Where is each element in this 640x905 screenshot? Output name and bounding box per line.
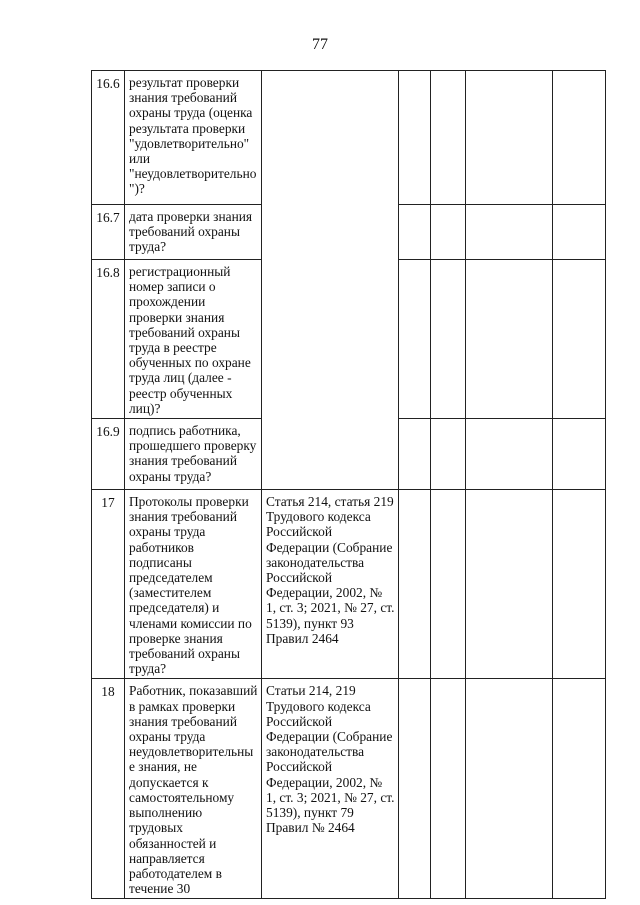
note-cell: [553, 205, 606, 260]
answer-yes-cell: [399, 419, 431, 490]
note-cell: [553, 419, 606, 490]
table-row: [92, 490, 606, 679]
answer-not-applicable-cell: [466, 205, 553, 260]
answer-yes-cell: [399, 490, 431, 679]
answer-no-cell: [431, 260, 466, 419]
answer-no-cell: [431, 71, 466, 205]
question-text: регистрационный номер записи о прохождении проверки знания требований охраны труда в реестре обученных по охране труда лиц (далее - реестр обученных лиц)?: [125, 260, 262, 419]
row-number: 16.7: [92, 205, 125, 260]
answer-no-cell: [431, 679, 466, 899]
answer-yes-cell: [399, 679, 431, 899]
row-number: 16.8: [92, 260, 125, 419]
page-number: 77: [312, 36, 328, 53]
answer-yes-cell: [399, 205, 431, 260]
row-number: 18: [92, 679, 125, 899]
question-text: Протоколы проверки знания требований охраны труда работников подписаны председателем (заместителем председателя) и членами комиссии по проверке знания требований охраны труда?: [125, 490, 262, 679]
answer-not-applicable-cell: [466, 490, 553, 679]
answer-no-cell: [431, 419, 466, 490]
note-cell: [553, 260, 606, 419]
row-number: 17: [92, 490, 125, 679]
checklist-table-container: [91, 70, 605, 897]
table-row: [92, 679, 606, 899]
answer-not-applicable-cell: [466, 419, 553, 490]
reference-text: Статья 214, статья 219 Трудового кодекса Российской Федерации (Собрание законодательства Российской Федерации, 2002, № 1, ст. 3; 2021, № 27, ст. 5139), пункт 93 Правил 2464: [262, 490, 399, 679]
answer-no-cell: [431, 205, 466, 260]
answer-not-applicable-cell: [466, 71, 553, 205]
answer-yes-cell: [399, 260, 431, 419]
note-cell: [553, 679, 606, 899]
question-text: подпись работника, прошедшего проверку знания требований охраны труда?: [125, 419, 262, 490]
question-text: результат проверки знания требований охраны труда (оценка результата проверки "удовлетворительно" или "неудовлетворительно")?: [125, 71, 262, 205]
answer-not-applicable-cell: [466, 679, 553, 899]
answer-not-applicable-cell: [466, 260, 553, 419]
answer-yes-cell: [399, 71, 431, 205]
row-number: 16.9: [92, 419, 125, 490]
answer-no-cell: [431, 490, 466, 679]
checklist-table: [91, 70, 606, 899]
reference-text: Статьи 214, 219 Трудового кодекса Российской Федерации (Собрание законодательства Российской Федерации, 2002, № 1, ст. 3; 2021, № 27, ст. 5139), пункт 79 Правил № 2464: [262, 679, 399, 899]
row-number: 16.6: [92, 71, 125, 205]
question-text: дата проверки знания требований охраны труда?: [125, 205, 262, 260]
table-row: [92, 71, 606, 205]
reference-text: [262, 71, 399, 490]
note-cell: [553, 71, 606, 205]
note-cell: [553, 490, 606, 679]
question-text: Работник, показавший в рамках проверки знания требований охраны труда неудовлетворительные знания, не допускается к самостоятельному выполнению трудовых обязанностей и направляется работодателем в течение 30: [125, 679, 262, 899]
